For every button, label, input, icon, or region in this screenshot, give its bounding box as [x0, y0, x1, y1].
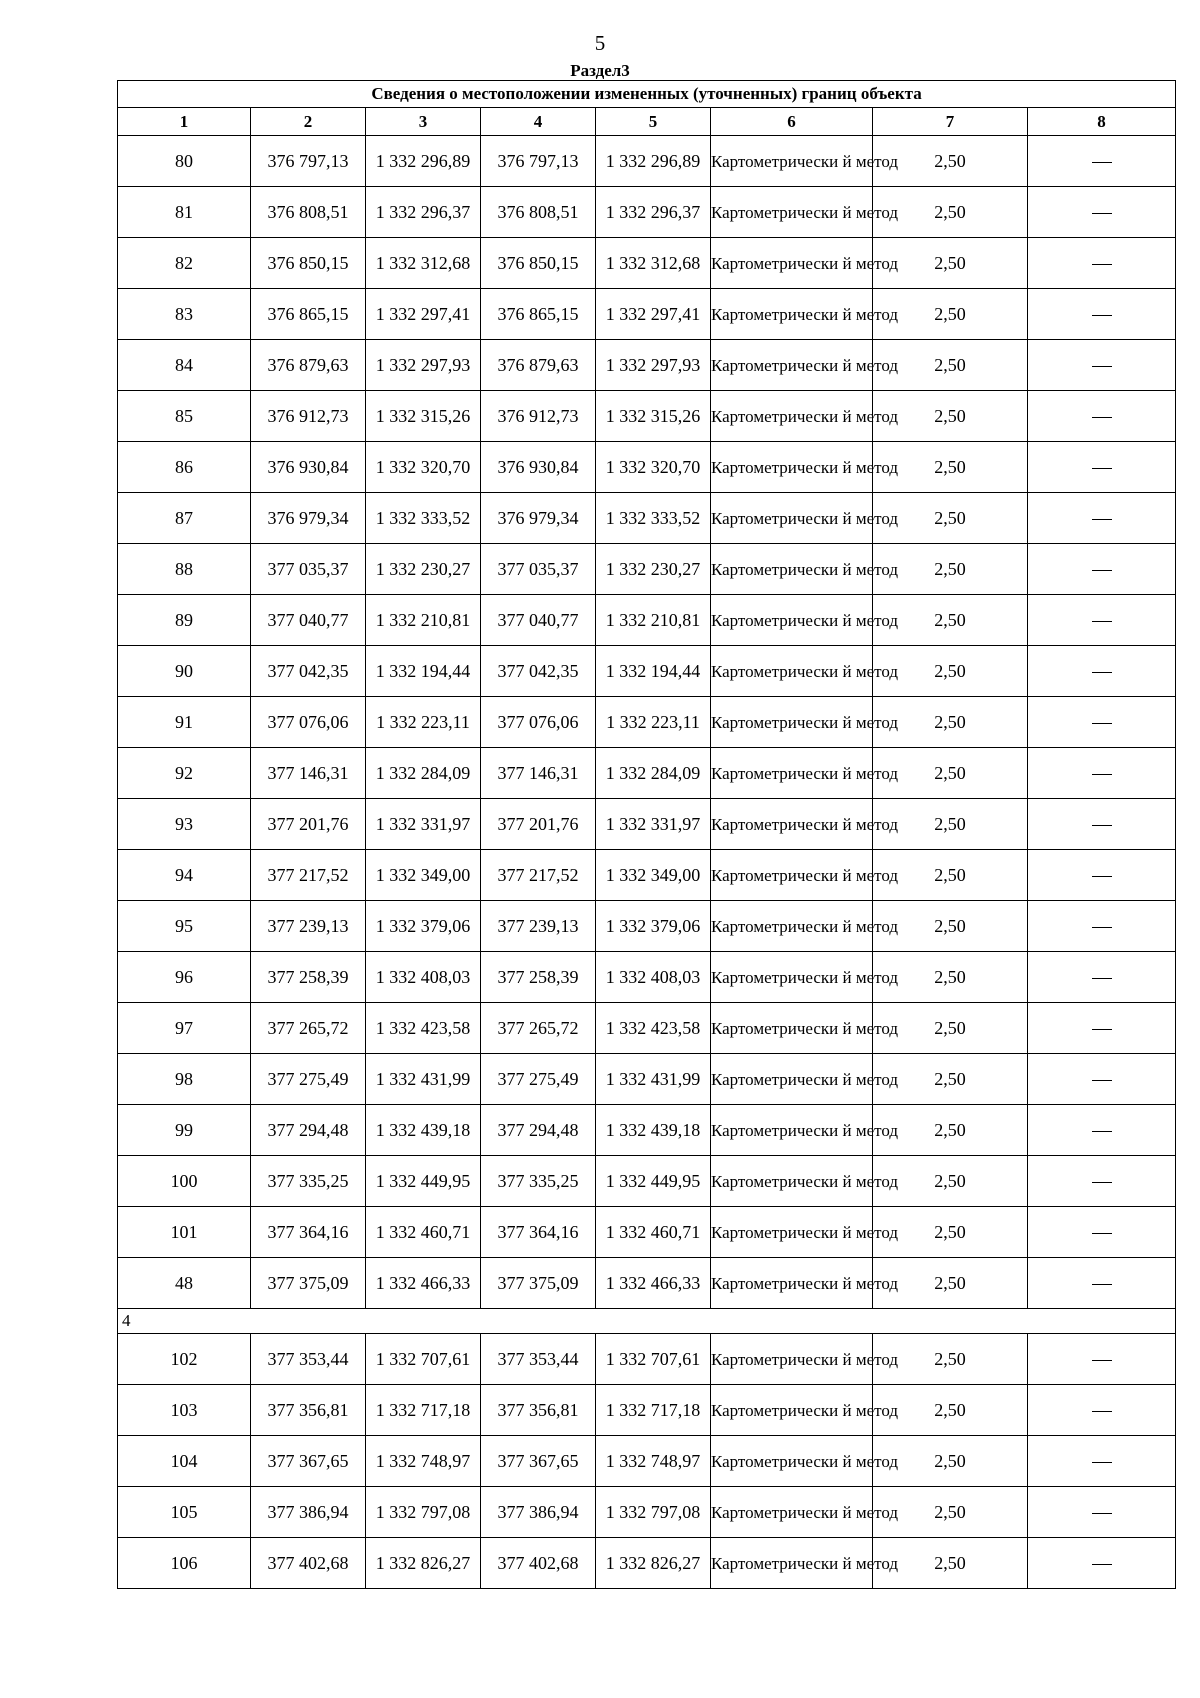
accuracy-cell: 2,50 — [873, 1487, 1028, 1538]
point-number-cell: 105 — [118, 1487, 251, 1538]
coordinate-cell: 1 332 460,71 — [366, 1207, 481, 1258]
table-row — [118, 238, 1176, 289]
note-cell — [1028, 289, 1176, 340]
coordinate-cell: 377 239,13 — [251, 901, 366, 952]
dash-mark — [1092, 1564, 1112, 1565]
coordinate-cell: 1 332 284,09 — [366, 748, 481, 799]
coordinate-cell: 377 217,52 — [251, 850, 366, 901]
group-label: 4 — [118, 1309, 1176, 1334]
accuracy-cell: 2,50 — [873, 850, 1028, 901]
coordinate-cell: 1 332 460,71 — [596, 1207, 711, 1258]
coordinate-cell: 376 850,15 — [251, 238, 366, 289]
note-cell — [1028, 187, 1176, 238]
accuracy-cell: 2,50 — [873, 238, 1028, 289]
coordinate-cell: 1 332 331,97 — [596, 799, 711, 850]
coordinate-cell: 1 332 466,33 — [596, 1258, 711, 1309]
page-number: 5 — [594, 31, 606, 55]
column-header: 4 — [481, 108, 596, 136]
coordinate-cell: 377 076,06 — [481, 697, 596, 748]
point-number-cell: 82 — [118, 238, 251, 289]
coordinate-cell: 377 258,39 — [481, 952, 596, 1003]
point-number-cell: 83 — [118, 289, 251, 340]
table-row — [118, 391, 1176, 442]
note-cell — [1028, 952, 1176, 1003]
coordinate-cell: 1 332 826,27 — [596, 1538, 711, 1589]
dash-mark — [1092, 264, 1112, 265]
dash-mark — [1092, 723, 1112, 724]
coordinate-cell: 1 332 297,93 — [596, 340, 711, 391]
coordinate-cell: 377 217,52 — [481, 850, 596, 901]
point-number-cell: 101 — [118, 1207, 251, 1258]
note-cell — [1028, 1487, 1176, 1538]
coordinate-cell: 376 912,73 — [481, 391, 596, 442]
note-cell — [1028, 1054, 1176, 1105]
coordinate-cell: 377 275,49 — [481, 1054, 596, 1105]
coordinate-cell: 377 386,94 — [251, 1487, 366, 1538]
coordinate-cell: 1 332 449,95 — [596, 1156, 711, 1207]
coordinate-cell: 1 332 449,95 — [366, 1156, 481, 1207]
point-number-cell: 94 — [118, 850, 251, 901]
dash-mark — [1092, 213, 1112, 214]
accuracy-cell: 2,50 — [873, 1054, 1028, 1105]
method-cell: Картометрически й метод — [711, 1436, 873, 1487]
coordinate-cell: 377 386,94 — [481, 1487, 596, 1538]
method-cell: Картометрически й метод — [711, 493, 873, 544]
note-cell — [1028, 646, 1176, 697]
table-row — [118, 595, 1176, 646]
note-cell — [1028, 799, 1176, 850]
point-number-cell: 85 — [118, 391, 251, 442]
coordinate-cell: 1 332 312,68 — [596, 238, 711, 289]
table-row — [118, 697, 1176, 748]
coordinate-cell: 1 332 210,81 — [596, 595, 711, 646]
method-cell: Картометрически й метод — [711, 850, 873, 901]
coordinate-cell: 1 332 320,70 — [366, 442, 481, 493]
dash-mark — [1092, 1182, 1112, 1183]
dash-mark — [1092, 1411, 1112, 1412]
coordinate-cell: 1 332 423,58 — [596, 1003, 711, 1054]
coordinate-cell: 376 797,13 — [481, 136, 596, 187]
coordinate-cell: 377 035,37 — [251, 544, 366, 595]
coordinate-cell: 376 865,15 — [481, 289, 596, 340]
method-cell: Картометрически й метод — [711, 595, 873, 646]
coordinate-cell: 1 332 223,11 — [366, 697, 481, 748]
method-cell: Картометрически й метод — [711, 1538, 873, 1589]
coordinate-cell: 377 367,65 — [481, 1436, 596, 1487]
coordinate-cell: 1 332 379,06 — [366, 901, 481, 952]
note-cell — [1028, 340, 1176, 391]
coordinate-cell: 376 808,51 — [481, 187, 596, 238]
accuracy-cell: 2,50 — [873, 1334, 1028, 1385]
accuracy-cell: 2,50 — [873, 289, 1028, 340]
coordinate-cell: 1 332 333,52 — [596, 493, 711, 544]
table-row — [118, 1487, 1176, 1538]
note-cell — [1028, 544, 1176, 595]
table-row — [118, 1105, 1176, 1156]
accuracy-cell: 2,50 — [873, 136, 1028, 187]
coordinate-cell: 377 335,25 — [251, 1156, 366, 1207]
coordinate-cell: 1 332 297,93 — [366, 340, 481, 391]
accuracy-cell: 2,50 — [873, 442, 1028, 493]
coordinate-cell: 1 332 320,70 — [596, 442, 711, 493]
point-number-cell: 100 — [118, 1156, 251, 1207]
coordinate-cell: 377 294,48 — [481, 1105, 596, 1156]
coordinate-cell: 1 332 223,11 — [596, 697, 711, 748]
point-number-cell: 97 — [118, 1003, 251, 1054]
dash-mark — [1092, 519, 1112, 520]
dash-mark — [1092, 1233, 1112, 1234]
coordinate-cell: 377 042,35 — [251, 646, 366, 697]
table-row — [118, 289, 1176, 340]
accuracy-cell: 2,50 — [873, 544, 1028, 595]
coordinate-cell: 377 402,68 — [481, 1538, 596, 1589]
column-header: 3 — [366, 108, 481, 136]
coordinate-cell: 1 332 296,89 — [366, 136, 481, 187]
point-number-cell: 98 — [118, 1054, 251, 1105]
coordinate-cell: 377 375,09 — [481, 1258, 596, 1309]
method-cell: Картометрически й метод — [711, 238, 873, 289]
accuracy-cell: 2,50 — [873, 799, 1028, 850]
coordinate-cell: 377 294,48 — [251, 1105, 366, 1156]
table-row — [118, 850, 1176, 901]
method-cell: Картометрически й метод — [711, 442, 873, 493]
accuracy-cell: 2,50 — [873, 697, 1028, 748]
coordinate-cell: 376 930,84 — [251, 442, 366, 493]
accuracy-cell: 2,50 — [873, 1258, 1028, 1309]
table-row — [118, 1436, 1176, 1487]
point-number-cell: 90 — [118, 646, 251, 697]
point-number-cell: 87 — [118, 493, 251, 544]
coordinate-cell: 377 035,37 — [481, 544, 596, 595]
coordinate-cell: 377 201,76 — [481, 799, 596, 850]
coordinate-cell: 1 332 748,97 — [366, 1436, 481, 1487]
dash-mark — [1092, 1080, 1112, 1081]
dash-mark — [1092, 927, 1112, 928]
coordinate-cell: 376 979,34 — [251, 493, 366, 544]
dash-mark — [1092, 162, 1112, 163]
table-row — [118, 544, 1176, 595]
coordinate-cell: 1 332 748,97 — [596, 1436, 711, 1487]
method-cell: Картометрически й метод — [711, 1207, 873, 1258]
dash-mark — [1092, 621, 1112, 622]
accuracy-cell: 2,50 — [873, 1385, 1028, 1436]
table-row — [118, 187, 1176, 238]
note-cell — [1028, 1207, 1176, 1258]
point-number-cell: 93 — [118, 799, 251, 850]
coordinate-cell: 1 332 296,37 — [596, 187, 711, 238]
accuracy-cell: 2,50 — [873, 340, 1028, 391]
column-header: 8 — [1028, 108, 1176, 136]
table-row — [118, 748, 1176, 799]
table-row — [118, 646, 1176, 697]
table-row — [118, 1207, 1176, 1258]
dash-mark — [1092, 978, 1112, 979]
method-cell: Картометрически й метод — [711, 391, 873, 442]
coordinate-cell: 377 356,81 — [481, 1385, 596, 1436]
table-caption: Сведения о местоположении измененных (уточненных) границ объекта — [118, 81, 1176, 108]
accuracy-cell: 2,50 — [873, 1105, 1028, 1156]
note-cell — [1028, 850, 1176, 901]
point-number-cell: 81 — [118, 187, 251, 238]
coordinate-cell: 1 332 349,00 — [596, 850, 711, 901]
column-header: 1 — [118, 108, 251, 136]
column-header: 6 — [711, 108, 873, 136]
coordinate-cell: 1 332 230,27 — [366, 544, 481, 595]
coordinate-cell: 377 335,25 — [481, 1156, 596, 1207]
coordinate-cell: 377 258,39 — [251, 952, 366, 1003]
table-row — [118, 1054, 1176, 1105]
point-number-cell: 99 — [118, 1105, 251, 1156]
method-cell: Картометрически й метод — [711, 340, 873, 391]
coordinate-cell: 1 332 717,18 — [596, 1385, 711, 1436]
table-row — [118, 136, 1176, 187]
coordinate-cell: 377 275,49 — [251, 1054, 366, 1105]
coordinate-cell: 376 808,51 — [251, 187, 366, 238]
dash-mark — [1092, 570, 1112, 571]
table-row — [118, 1156, 1176, 1207]
method-cell: Картометрически й метод — [711, 136, 873, 187]
dash-mark — [1092, 1360, 1112, 1361]
table-row — [118, 799, 1176, 850]
point-number-cell: 106 — [118, 1538, 251, 1589]
column-header: 2 — [251, 108, 366, 136]
note-cell — [1028, 136, 1176, 187]
dash-mark — [1092, 876, 1112, 877]
point-number-cell: 88 — [118, 544, 251, 595]
coordinate-cell: 1 332 423,58 — [366, 1003, 481, 1054]
method-cell: Картометрически й метод — [711, 1105, 873, 1156]
table-row — [118, 1385, 1176, 1436]
accuracy-cell: 2,50 — [873, 1538, 1028, 1589]
dash-mark — [1092, 366, 1112, 367]
column-header: 7 — [873, 108, 1028, 136]
method-cell: Картометрически й метод — [711, 1334, 873, 1385]
point-number-cell: 92 — [118, 748, 251, 799]
coordinate-cell: 1 332 194,44 — [596, 646, 711, 697]
point-number-cell: 80 — [118, 136, 251, 187]
coordinate-cell: 1 332 707,61 — [366, 1334, 481, 1385]
method-cell: Картометрически й метод — [711, 901, 873, 952]
coordinate-cell: 1 332 312,68 — [366, 238, 481, 289]
coordinate-cell: 377 146,31 — [481, 748, 596, 799]
accuracy-cell: 2,50 — [873, 493, 1028, 544]
point-number-cell: 96 — [118, 952, 251, 1003]
coordinate-cell: 1 332 379,06 — [596, 901, 711, 952]
method-cell: Картометрически й метод — [711, 289, 873, 340]
coordinate-cell: 377 040,77 — [251, 595, 366, 646]
table-row — [118, 442, 1176, 493]
coordinate-cell: 1 332 439,18 — [596, 1105, 711, 1156]
method-cell: Картометрически й метод — [711, 748, 873, 799]
coordinate-cell: 1 332 331,97 — [366, 799, 481, 850]
note-cell — [1028, 238, 1176, 289]
coordinate-cell: 376 930,84 — [481, 442, 596, 493]
method-cell: Картометрически й метод — [711, 1258, 873, 1309]
table-header-row — [118, 108, 1176, 136]
dash-mark — [1092, 1284, 1112, 1285]
coordinate-cell: 1 332 349,00 — [366, 850, 481, 901]
coordinate-cell: 377 076,06 — [251, 697, 366, 748]
coordinate-cell: 1 332 296,37 — [366, 187, 481, 238]
note-cell — [1028, 901, 1176, 952]
dash-mark — [1092, 672, 1112, 673]
note-cell — [1028, 1156, 1176, 1207]
coordinate-cell: 376 850,15 — [481, 238, 596, 289]
table-row — [118, 952, 1176, 1003]
point-number-cell: 95 — [118, 901, 251, 952]
table-row — [118, 340, 1176, 391]
coordinate-cell: 377 356,81 — [251, 1385, 366, 1436]
dash-mark — [1092, 1462, 1112, 1463]
point-number-cell: 89 — [118, 595, 251, 646]
note-cell — [1028, 442, 1176, 493]
coordinate-cell: 377 265,72 — [481, 1003, 596, 1054]
point-number-cell: 91 — [118, 697, 251, 748]
dash-mark — [1092, 417, 1112, 418]
table-row — [118, 1258, 1176, 1309]
coordinate-cell: 1 332 284,09 — [596, 748, 711, 799]
coordinate-cell: 1 332 826,27 — [366, 1538, 481, 1589]
note-cell — [1028, 1334, 1176, 1385]
method-cell: Картометрически й метод — [711, 697, 873, 748]
coordinate-cell: 1 332 315,26 — [596, 391, 711, 442]
note-cell — [1028, 1436, 1176, 1487]
accuracy-cell: 2,50 — [873, 1207, 1028, 1258]
point-number-cell: 84 — [118, 340, 251, 391]
coordinate-cell: 1 332 194,44 — [366, 646, 481, 697]
coordinate-cell: 1 332 230,27 — [596, 544, 711, 595]
dash-mark — [1092, 1029, 1112, 1030]
coordinate-cell: 1 332 797,08 — [596, 1487, 711, 1538]
coordinate-cell: 1 332 408,03 — [366, 952, 481, 1003]
method-cell: Картометрически й метод — [711, 1487, 873, 1538]
accuracy-cell: 2,50 — [873, 1003, 1028, 1054]
coordinate-cell: 376 879,63 — [251, 340, 366, 391]
table-row — [118, 1003, 1176, 1054]
note-cell — [1028, 1385, 1176, 1436]
coordinate-cell: 1 332 296,89 — [596, 136, 711, 187]
coordinate-cell: 1 332 466,33 — [366, 1258, 481, 1309]
coordinate-cell: 1 332 333,52 — [366, 493, 481, 544]
point-number-cell: 86 — [118, 442, 251, 493]
coordinate-cell: 377 364,16 — [251, 1207, 366, 1258]
coordinate-cell: 377 367,65 — [251, 1436, 366, 1487]
accuracy-cell: 2,50 — [873, 391, 1028, 442]
coordinate-cell: 377 375,09 — [251, 1258, 366, 1309]
coordinate-cell: 376 865,15 — [251, 289, 366, 340]
accuracy-cell: 2,50 — [873, 901, 1028, 952]
dash-mark — [1092, 1131, 1112, 1132]
accuracy-cell: 2,50 — [873, 1156, 1028, 1207]
table-row — [118, 901, 1176, 952]
group-label-row — [118, 1309, 1176, 1334]
method-cell: Картометрически й метод — [711, 1054, 873, 1105]
method-cell: Картометрически й метод — [711, 1156, 873, 1207]
coordinate-cell: 1 332 707,61 — [596, 1334, 711, 1385]
coordinate-cell: 377 040,77 — [481, 595, 596, 646]
coordinate-cell: 377 042,35 — [481, 646, 596, 697]
coordinate-cell: 376 797,13 — [251, 136, 366, 187]
dash-mark — [1092, 468, 1112, 469]
coordinate-cell: 377 239,13 — [481, 901, 596, 952]
method-cell: Картометрически й метод — [711, 1003, 873, 1054]
method-cell: Картометрически й метод — [711, 646, 873, 697]
accuracy-cell: 2,50 — [873, 952, 1028, 1003]
coordinate-cell: 377 402,68 — [251, 1538, 366, 1589]
coordinate-cell: 376 879,63 — [481, 340, 596, 391]
note-cell — [1028, 595, 1176, 646]
accuracy-cell: 2,50 — [873, 748, 1028, 799]
coordinate-cell: 1 332 439,18 — [366, 1105, 481, 1156]
note-cell — [1028, 1258, 1176, 1309]
dash-mark — [1092, 315, 1112, 316]
coordinate-cell: 1 332 297,41 — [366, 289, 481, 340]
note-cell — [1028, 1105, 1176, 1156]
table-row — [118, 1538, 1176, 1589]
table-body — [118, 136, 1176, 1589]
point-number-cell: 104 — [118, 1436, 251, 1487]
note-cell — [1028, 748, 1176, 799]
coordinate-cell: 377 265,72 — [251, 1003, 366, 1054]
table-row — [118, 1334, 1176, 1385]
coordinate-cell: 377 353,44 — [251, 1334, 366, 1385]
accuracy-cell: 2,50 — [873, 595, 1028, 646]
coordinate-cell: 1 332 408,03 — [596, 952, 711, 1003]
table-caption-row — [118, 81, 1176, 108]
coordinate-cell: 377 364,16 — [481, 1207, 596, 1258]
method-cell: Картометрически й метод — [711, 799, 873, 850]
method-cell: Картометрически й метод — [711, 1385, 873, 1436]
section-title: Раздел3 — [570, 61, 630, 80]
column-header: 5 — [596, 108, 711, 136]
dash-mark — [1092, 1513, 1112, 1514]
coordinate-cell: 1 332 315,26 — [366, 391, 481, 442]
note-cell — [1028, 1538, 1176, 1589]
coordinate-cell: 1 332 797,08 — [366, 1487, 481, 1538]
coordinate-cell: 376 979,34 — [481, 493, 596, 544]
coordinate-cell: 377 201,76 — [251, 799, 366, 850]
dash-mark — [1092, 774, 1112, 775]
coordinate-cell: 377 353,44 — [481, 1334, 596, 1385]
accuracy-cell: 2,50 — [873, 1436, 1028, 1487]
note-cell — [1028, 493, 1176, 544]
note-cell — [1028, 391, 1176, 442]
coordinates-table — [117, 80, 1176, 1589]
accuracy-cell: 2,50 — [873, 187, 1028, 238]
method-cell: Картометрически й метод — [711, 544, 873, 595]
note-cell — [1028, 697, 1176, 748]
coordinate-cell: 1 332 431,99 — [366, 1054, 481, 1105]
coordinate-cell: 1 332 297,41 — [596, 289, 711, 340]
point-number-cell: 48 — [118, 1258, 251, 1309]
coordinate-cell: 1 332 717,18 — [366, 1385, 481, 1436]
coordinate-cell: 1 332 431,99 — [596, 1054, 711, 1105]
method-cell: Картометрически й метод — [711, 952, 873, 1003]
accuracy-cell: 2,50 — [873, 646, 1028, 697]
point-number-cell: 102 — [118, 1334, 251, 1385]
coordinate-cell: 1 332 210,81 — [366, 595, 481, 646]
note-cell — [1028, 1003, 1176, 1054]
dash-mark — [1092, 825, 1112, 826]
coordinate-cell: 376 912,73 — [251, 391, 366, 442]
table-row — [118, 493, 1176, 544]
point-number-cell: 103 — [118, 1385, 251, 1436]
method-cell: Картометрически й метод — [711, 187, 873, 238]
coordinate-cell: 377 146,31 — [251, 748, 366, 799]
